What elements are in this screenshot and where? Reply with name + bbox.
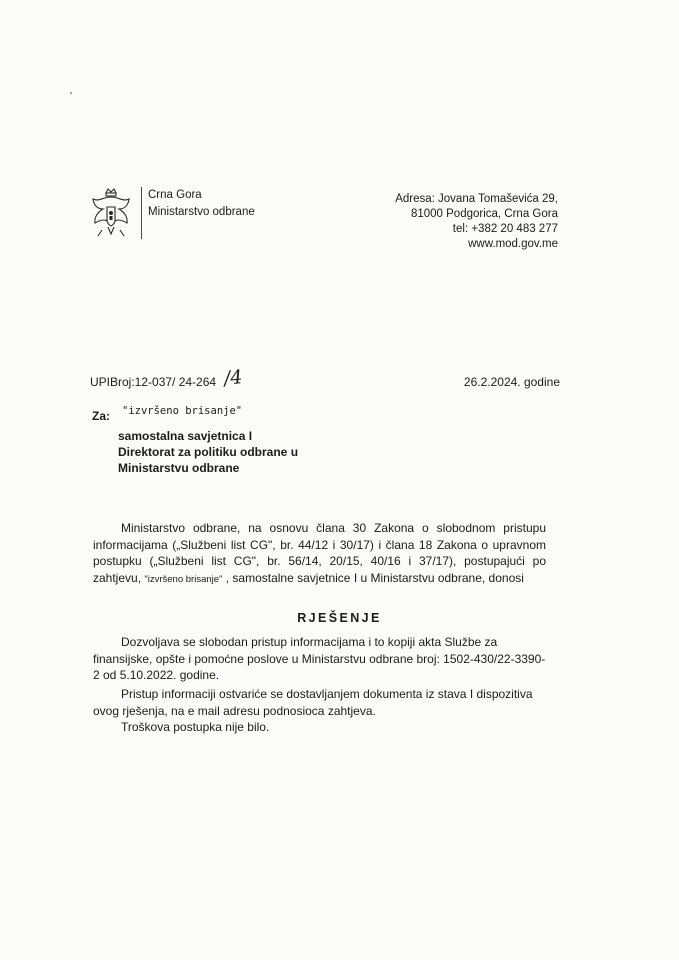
address-city: 81000 Podgorica, Crna Gora (410, 208, 558, 220)
recipient-title: samostalna savjetnica I (118, 429, 253, 443)
recipient-ministry: Ministarstvu odbrane (118, 461, 240, 475)
recipient-label: Za: (92, 409, 110, 423)
recipient-directorate: Direktorat za politiku odbrane u (118, 445, 299, 459)
decision-item-1 (93, 634, 549, 684)
recipient-redacted-name: "izvršeno brisanje" (122, 405, 243, 417)
org-country: Crna Gora (148, 189, 202, 201)
address-street: Adresa: Jovana Tomaševića 29, (395, 193, 558, 205)
decision-item-1-text: Dozvoljava se slobodan pristup informacijama i to kopiji akta Službe za finansijske, opšte i pomoćne poslove u Ministarstvu odbrane broj: 1502-430/22-3390-2 od 5.10.2022. godine. (93, 635, 546, 682)
decision-item-2 (93, 686, 549, 719)
reference-number: UPIBroj:12-037/ 24-264 (90, 375, 217, 389)
scan-speck (70, 92, 72, 94)
address-website: www.mod.gov.me (468, 238, 558, 250)
preamble-redacted-name: "izvršeno brisanje" (144, 573, 223, 585)
decision-item-2-text: Pristup informaciji ostvariće se dostavljanjem dokumenta iz stava I dispozitiva ovog rješenja, na e mail adresu podnosioca zahtjeva. (93, 687, 533, 718)
document-date: 26.2.2024. godine (463, 375, 560, 389)
handwritten-suffix: /4 (222, 366, 244, 390)
decision-heading: RJEŠENJE (297, 611, 382, 625)
decision-item-3-text: Troškova postupka nije bilo. (121, 720, 270, 734)
letterhead-divider (141, 187, 142, 239)
decision-item-3 (93, 719, 549, 736)
address-phone: tel: +382 20 483 277 (452, 223, 558, 235)
preamble-paragraph (93, 520, 546, 588)
preamble-tail-text: , samostalne savjetnice I u Ministarstvu odbrane, donosi (225, 570, 524, 585)
preamble-main-text: Ministarstvo odbrane, na osnovu člana 30 Zakona o slobodnom pristupu informacijama („Službeni list CG", br. 44/12 i 30/17) i člana 18 Zakona o upravnom postupku („Službeni list CG", br. 56/14, 20/15, 40/16 i 37/17), postupajući po zahtjevu, (93, 521, 546, 585)
org-ministry: Ministarstvo odbrane (148, 206, 255, 218)
coat-of-arms-emblem (88, 187, 134, 239)
